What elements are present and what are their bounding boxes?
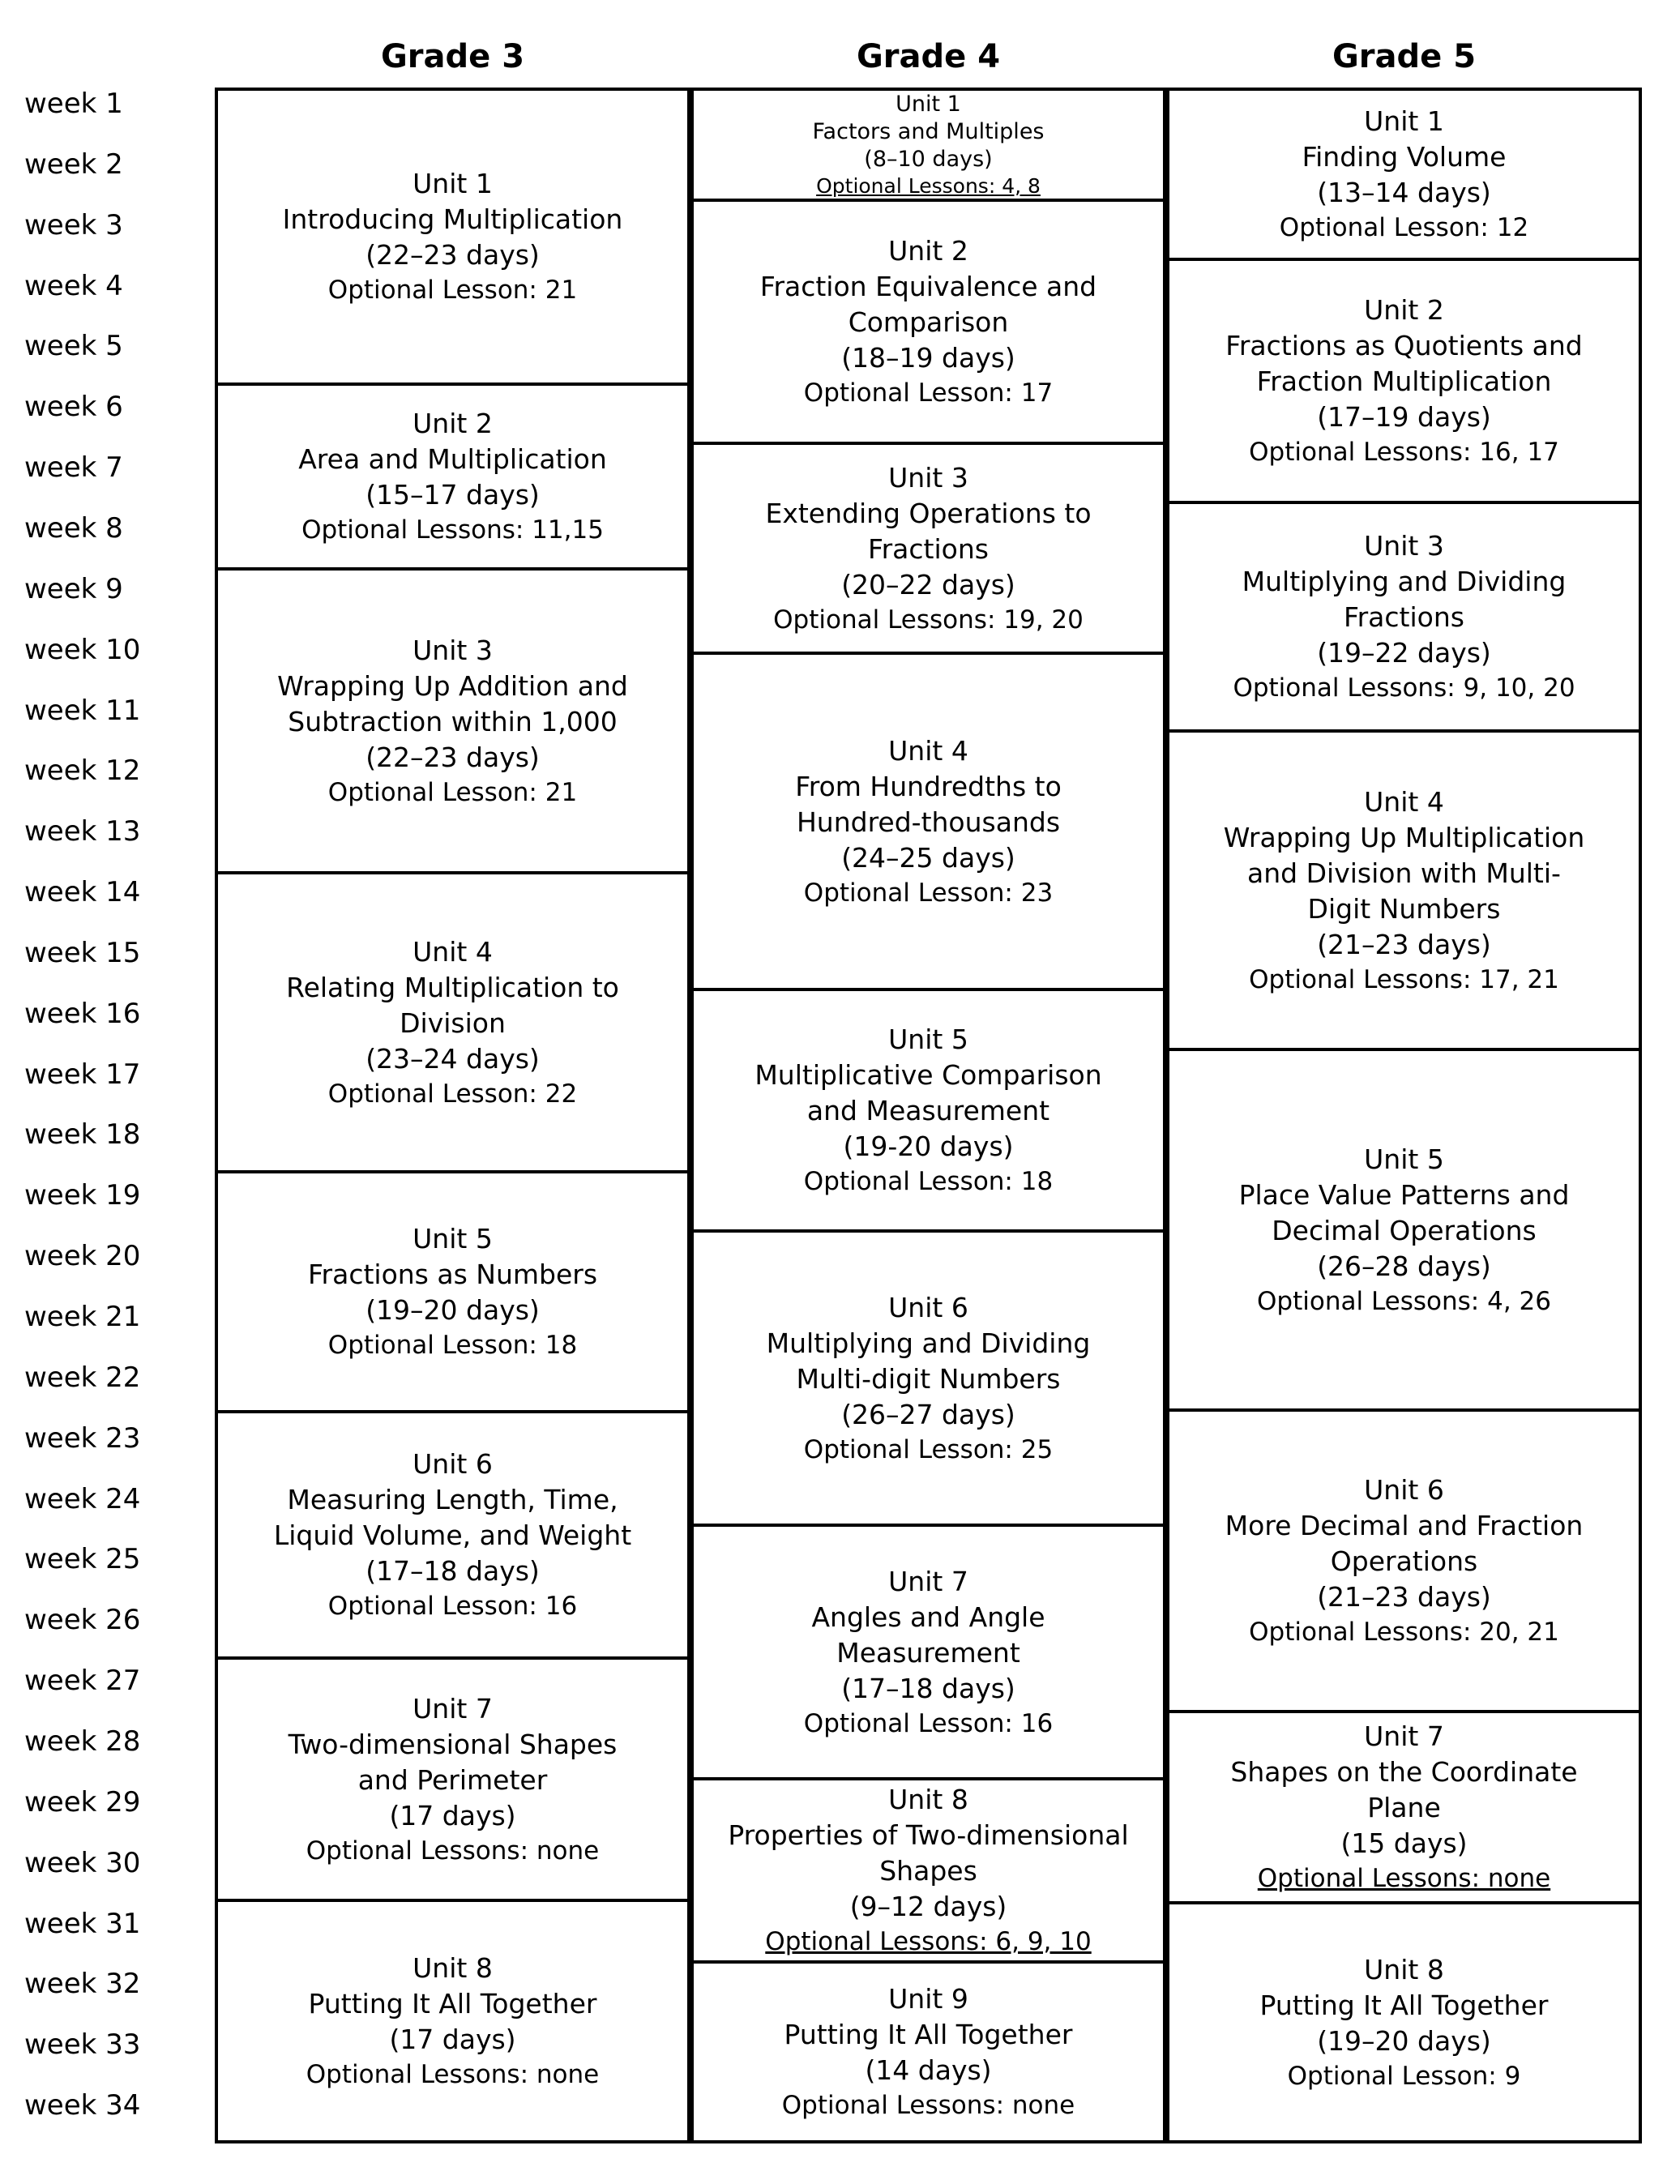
unit-optional-lessons: Optional Lesson: 21 — [327, 276, 578, 305]
unit-title-line: Plane — [1367, 1792, 1441, 1823]
unit-days: (24–25 days) — [841, 841, 1015, 874]
unit-box-grade3-unit4 — [215, 871, 690, 1170]
unit-number: Unit 6 — [1364, 1474, 1444, 1506]
unit-optional-lessons: Optional Lesson: 18 — [803, 1167, 1054, 1196]
unit-box-grade5-unit5 — [1166, 1048, 1642, 1408]
unit-days: (19–20 days) — [365, 1294, 540, 1326]
week-label: week 22 — [24, 1361, 141, 1394]
unit-box-grade4-unit5 — [690, 988, 1166, 1229]
unit-number: Unit 4 — [1364, 785, 1444, 818]
unit-title-line: From Hundredths to — [795, 770, 1062, 802]
unit-days: (18–19 days) — [841, 342, 1015, 374]
unit-days: (19–20 days) — [1317, 2024, 1491, 2057]
week-label: week 9 — [24, 573, 123, 605]
unit-optional-lessons: Optional Lesson: 25 — [803, 1434, 1054, 1464]
unit-title-line: Measurement — [836, 1636, 1020, 1669]
unit-number: Unit 5 — [888, 1024, 968, 1055]
unit-number: Unit 9 — [888, 1983, 968, 2015]
unit-box-grade3-unit7 — [215, 1656, 690, 1899]
unit-title-line: Fractions — [1344, 601, 1464, 633]
unit-days: (19-20 days) — [843, 1130, 1014, 1162]
unit-title-line: Shapes — [879, 1855, 977, 1887]
unit-optional-lessons: Optional Lesson: 12 — [1279, 213, 1529, 242]
unit-box-grade3-unit3 — [215, 567, 690, 871]
unit-title-line: Wrapping Up Multiplication — [1223, 821, 1585, 853]
week-label: week 8 — [24, 512, 123, 545]
unit-optional-lessons: Optional Lessons: 17, 21 — [1249, 964, 1559, 994]
grade-4-header: Grade 4 — [856, 38, 1001, 75]
unit-box-grade4-unit7 — [690, 1524, 1166, 1777]
unit-optional-lessons: Optional Lessons: 9, 10, 20 — [1233, 673, 1575, 703]
week-label: week 13 — [24, 815, 141, 848]
unit-number: Unit 2 — [1364, 294, 1444, 326]
unit-optional-lessons: Optional Lesson: 18 — [327, 1331, 578, 1360]
unit-title-line: Operations — [1330, 1545, 1478, 1577]
unit-title-line: Multiplying and Dividing — [766, 1327, 1091, 1359]
week-label: week 18 — [24, 1118, 141, 1151]
unit-optional-lessons: Optional Lesson: 23 — [803, 878, 1054, 908]
unit-box-grade5-unit7 — [1166, 1710, 1642, 1901]
unit-days: (15 days) — [1340, 1827, 1468, 1859]
unit-box-grade4-unit3 — [690, 442, 1166, 652]
week-label: week 33 — [24, 2028, 141, 2061]
week-label: week 7 — [24, 451, 123, 484]
unit-days: (22–23 days) — [365, 239, 540, 271]
unit-box-grade5-unit2 — [1166, 258, 1642, 501]
unit-number: Unit 1 — [413, 168, 493, 199]
week-label: week 23 — [24, 1422, 141, 1455]
unit-title-line: and Division with Multi- — [1247, 857, 1561, 889]
week-label: week 3 — [24, 209, 123, 241]
unit-title-line: Properties of Two-dimensional — [728, 1819, 1129, 1851]
unit-days: (20–22 days) — [841, 568, 1015, 600]
unit-title-line: Comparison — [848, 306, 1009, 338]
week-label: week 15 — [24, 937, 141, 969]
unit-optional-lessons: Optional Lessons: none — [306, 2060, 600, 2089]
unit-title-line: Two-dimensional Shapes — [288, 1728, 618, 1760]
unit-title-line: Multi-digit Numbers — [796, 1362, 1061, 1395]
unit-number: Unit 6 — [413, 1448, 493, 1480]
unit-title-line: Putting It All Together — [1259, 1989, 1549, 2021]
unit-number: Unit 3 — [1364, 530, 1444, 562]
unit-optional-lessons: Optional Lesson: 22 — [327, 1079, 578, 1109]
week-label: week 17 — [24, 1058, 141, 1091]
unit-number: Unit 5 — [1364, 1143, 1444, 1175]
unit-number: Unit 2 — [888, 235, 968, 267]
week-label: week 1 — [24, 88, 123, 120]
unit-optional-lessons: Optional Lesson: 21 — [327, 777, 578, 807]
unit-title-line: Area and Multiplication — [298, 443, 607, 475]
unit-number: Unit 8 — [1364, 1953, 1444, 1985]
unit-number: Unit 7 — [413, 1692, 493, 1725]
unit-title-line: and Measurement — [806, 1095, 1050, 1126]
week-label: week 14 — [24, 876, 141, 908]
grade-3-header: Grade 3 — [380, 38, 525, 75]
unit-box-grade5-unit6 — [1166, 1408, 1642, 1710]
unit-title-line: Measuring Length, Time, — [287, 1484, 618, 1515]
unit-optional-lessons: Optional Lesson: 9 — [1287, 2061, 1521, 2091]
unit-title-line: Multiplying and Dividing — [1242, 566, 1567, 597]
unit-optional-lessons: Optional Lesson: 16 — [803, 1708, 1054, 1738]
unit-title-line: Multiplicative Comparison — [755, 1059, 1102, 1091]
week-label: week 30 — [24, 1847, 141, 1879]
week-label: week 11 — [24, 695, 141, 727]
unit-title-line: Subtraction within 1,000 — [288, 705, 618, 737]
unit-box-grade4-unit9 — [690, 1960, 1166, 2143]
unit-days: (21–23 days) — [1317, 928, 1491, 960]
unit-optional-lessons: Optional Lesson: 17 — [803, 378, 1054, 408]
unit-title-line: Angles and Angle — [811, 1601, 1045, 1633]
unit-box-grade4-unit4 — [690, 652, 1166, 988]
unit-box-grade4-unit6 — [690, 1229, 1166, 1524]
unit-days: (8–10 days) — [864, 146, 993, 172]
unit-days: (26–28 days) — [1317, 1250, 1491, 1282]
week-label: week 29 — [24, 1786, 141, 1819]
unit-optional-lessons: Optional Lessons: none — [306, 1836, 600, 1866]
unit-optional-lessons: Optional Lesson: 16 — [327, 1592, 578, 1621]
week-label: week 20 — [24, 1240, 141, 1272]
unit-days: (22–23 days) — [365, 741, 540, 773]
unit-box-grade5-unit8 — [1166, 1901, 1642, 2143]
unit-days: (9–12 days) — [849, 1891, 1007, 1922]
unit-optional-lessons: Optional Lessons: 11,15 — [301, 515, 604, 545]
unit-days: (17–18 days) — [841, 1672, 1015, 1704]
unit-optional-lessons: Optional Lessons: 20, 21 — [1249, 1618, 1559, 1647]
week-label: week 32 — [24, 1968, 141, 2000]
unit-days: (17 days) — [389, 1799, 516, 1831]
unit-box-grade5-unit3 — [1166, 501, 1642, 729]
week-label: week 21 — [24, 1301, 141, 1333]
unit-number: Unit 4 — [888, 734, 968, 767]
week-label: week 16 — [24, 998, 141, 1030]
unit-days: (23–24 days) — [365, 1042, 540, 1075]
unit-number: Unit 7 — [1364, 1720, 1444, 1752]
unit-optional-lessons: Optional Lessons: 6, 9, 10 — [765, 1927, 1092, 1956]
unit-days: (17 days) — [389, 2024, 516, 2055]
unit-optional-lessons: Optional Lessons: none — [1257, 1864, 1551, 1893]
unit-title-line: Factors and Multiples — [812, 118, 1045, 144]
unit-box-grade3-unit1 — [215, 88, 690, 383]
unit-number: Unit 6 — [888, 1291, 968, 1323]
unit-number: Unit 8 — [888, 1784, 968, 1815]
week-label: week 28 — [24, 1725, 141, 1758]
unit-days: (17–19 days) — [1317, 401, 1491, 433]
unit-title-line: Liquid Volume, and Weight — [273, 1519, 632, 1551]
unit-title-line: Extending Operations to — [765, 497, 1092, 529]
week-label: week 6 — [24, 391, 123, 423]
unit-days: (15–17 days) — [365, 479, 540, 511]
unit-box-grade3-unit5 — [215, 1170, 690, 1410]
unit-box-grade3-unit8 — [215, 1899, 690, 2143]
week-label: week 31 — [24, 1908, 141, 1940]
unit-title-line: Place Value Patterns and — [1238, 1178, 1570, 1211]
week-label: week 12 — [24, 754, 141, 787]
unit-title-line: Fractions — [868, 532, 989, 565]
unit-title-line: Introducing Multiplication — [282, 203, 623, 235]
week-label: week 25 — [24, 1543, 141, 1575]
unit-optional-lessons: Optional Lessons: none — [781, 2091, 1075, 2120]
unit-number: Unit 1 — [1364, 105, 1444, 137]
unit-box-grade3-unit6 — [215, 1410, 690, 1656]
unit-days: (17–18 days) — [365, 1555, 540, 1587]
unit-title-line: Putting It All Together — [308, 1988, 597, 2019]
unit-optional-lessons: Optional Lessons: 4, 26 — [1257, 1286, 1551, 1316]
unit-title-line: Fractions as Quotients and — [1225, 330, 1583, 361]
unit-box-grade4-unit8 — [690, 1777, 1166, 1960]
unit-number: Unit 4 — [413, 935, 493, 968]
unit-box-grade5-unit4 — [1166, 729, 1642, 1048]
unit-box-grade4-unit1 — [690, 88, 1166, 199]
unit-title-line: and Perimeter — [357, 1763, 548, 1796]
unit-number: Unit 8 — [413, 1952, 493, 1984]
unit-number: Unit 7 — [888, 1565, 968, 1597]
unit-days: (21–23 days) — [1317, 1581, 1491, 1613]
week-label: week 2 — [24, 148, 123, 181]
week-label: week 34 — [24, 2089, 141, 2122]
unit-days: (19–22 days) — [1317, 637, 1491, 669]
week-label: week 5 — [24, 330, 123, 362]
week-label: week 19 — [24, 1179, 141, 1212]
unit-box-grade5-unit1 — [1166, 88, 1642, 258]
unit-box-grade4-unit2 — [690, 199, 1166, 442]
unit-days: (14 days) — [865, 2054, 992, 2086]
unit-title-line: Wrapping Up Addition and — [277, 669, 628, 702]
unit-title-line: Relating Multiplication to — [286, 971, 619, 1003]
unit-number: Unit 2 — [413, 408, 493, 439]
unit-box-grade3-unit2 — [215, 383, 690, 567]
unit-number: Unit 5 — [413, 1223, 493, 1254]
unit-days: (26–27 days) — [841, 1398, 1015, 1430]
unit-optional-lessons: Optional Lessons: 16, 17 — [1249, 438, 1559, 467]
unit-number: Unit 3 — [888, 461, 968, 494]
unit-days: (13–14 days) — [1317, 177, 1491, 208]
week-label: week 27 — [24, 1665, 141, 1697]
unit-title-line: Shapes on the Coordinate — [1230, 1756, 1578, 1788]
week-label: week 4 — [24, 270, 123, 302]
unit-title-line: Putting It All Together — [784, 2019, 1073, 2050]
unit-optional-lessons: Optional Lessons: 19, 20 — [773, 605, 1084, 635]
unit-title-line: Hundred-thousands — [796, 806, 1061, 838]
unit-title-line: Digit Numbers — [1307, 892, 1501, 925]
unit-number: Unit 3 — [413, 634, 493, 666]
unit-number: Unit 1 — [896, 91, 961, 117]
week-label: week 10 — [24, 634, 141, 666]
unit-optional-lessons: Optional Lessons: 4, 8 — [816, 173, 1041, 198]
grade-5-header: Grade 5 — [1332, 38, 1477, 75]
week-label: week 26 — [24, 1604, 141, 1636]
week-label: week 24 — [24, 1483, 141, 1515]
unit-title-line: Decimal Operations — [1272, 1214, 1537, 1246]
unit-title-line: More Decimal and Fraction — [1225, 1510, 1584, 1541]
unit-title-line: Fraction Multiplication — [1256, 365, 1552, 397]
unit-title-line: Fractions as Numbers — [307, 1259, 598, 1290]
unit-title-line: Fraction Equivalence and — [759, 271, 1097, 302]
unit-title-line: Finding Volume — [1302, 141, 1507, 173]
unit-title-line: Division — [400, 1007, 506, 1039]
